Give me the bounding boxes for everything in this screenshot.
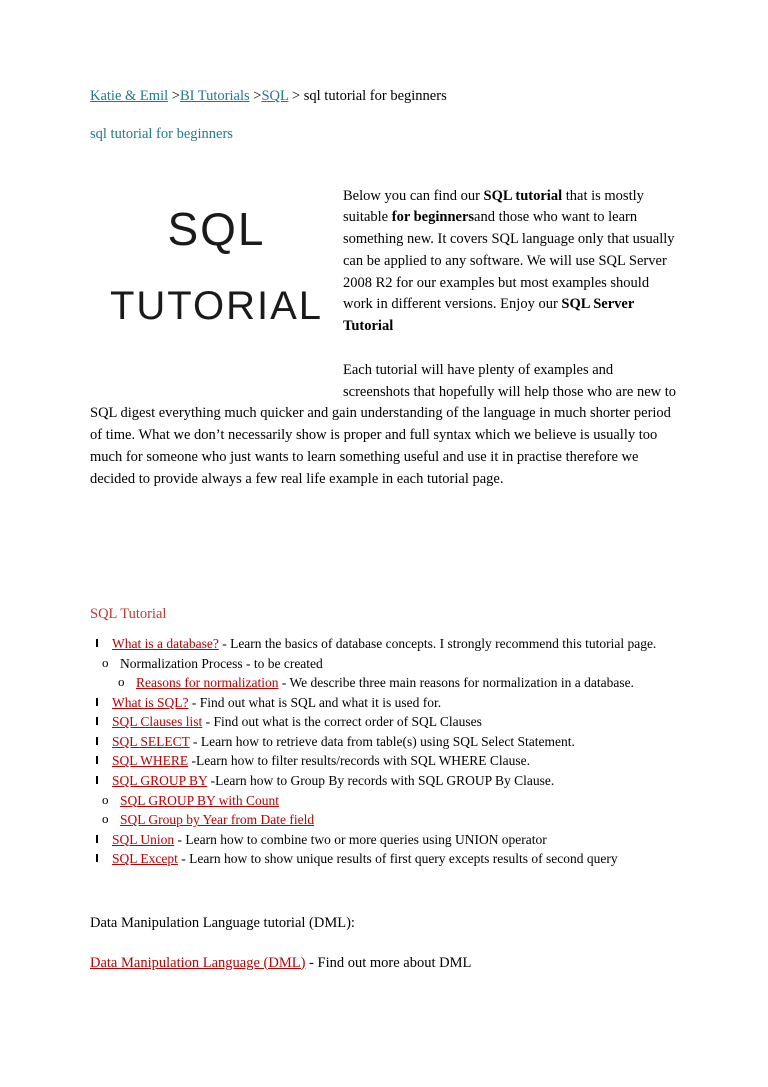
text-segment: SQL Server Tutorial bbox=[343, 296, 635, 334]
list-item bbox=[90, 673, 680, 693]
list-item-text: - Learn the basics of database concepts. I strongly recommend this tutorial page. bbox=[218, 636, 657, 651]
list-item bbox=[90, 634, 680, 654]
breadcrumb bbox=[90, 86, 680, 108]
list-item-text: - Find out what is SQL and what it is used for. bbox=[188, 694, 442, 710]
bullet-icon bbox=[94, 634, 112, 653]
list-item-body bbox=[112, 693, 680, 713]
bullet-icon bbox=[94, 712, 112, 731]
tutorial-link[interactable]: SQL Union bbox=[112, 831, 175, 847]
circle-bullet-icon: o bbox=[102, 811, 109, 827]
list-item-text: Normalization Process - to be created bbox=[120, 655, 323, 671]
text-segment: SQL tutorial bbox=[483, 187, 563, 204]
sql-tutorial-logo bbox=[90, 186, 343, 386]
list-item-text: - Learn how to show unique results of first query excepts results of second query bbox=[177, 851, 618, 867]
tutorial-link[interactable]: SQL Group by Year from Date field bbox=[120, 812, 315, 828]
bullet-icon bbox=[94, 751, 112, 770]
bullet-icon bbox=[94, 693, 112, 712]
breadcrumb-separator: > bbox=[168, 88, 180, 104]
logo-text-sql: SQL bbox=[167, 202, 266, 255]
list-item-body bbox=[120, 810, 680, 830]
list-item bbox=[90, 771, 680, 791]
breadcrumb-link-katie-emil[interactable]: Katie & Emil bbox=[90, 88, 169, 104]
list-item-body bbox=[112, 849, 680, 869]
list-item-body bbox=[112, 634, 680, 654]
list-item bbox=[90, 810, 680, 830]
circle-bullet-icon: o bbox=[102, 791, 109, 807]
text-segment: Below you can find our bbox=[343, 187, 484, 204]
list-item bbox=[90, 654, 680, 674]
list-item-text: - Learn how to retrieve data from table(s) using SQL Select Statement. bbox=[189, 733, 575, 749]
list-item-body bbox=[136, 673, 680, 693]
list-item-body bbox=[112, 732, 680, 752]
text-segment: - Find out more about DML bbox=[305, 954, 472, 971]
list-item-text: -Learn how to Group By records with SQL GROUP By Clause. bbox=[207, 772, 555, 788]
list-item-body bbox=[120, 791, 680, 811]
text-segment: Each tutorial will have plenty of examples and screenshots that hopefully will help those who are new to SQL digest everything much quicker and gain understanding of the language in much shorter period of time. What we don’t necessarily show is proper and full syntax which we believe is usually too much for someone who just wants to learn something useful and use it in practise therefore we decided to provide always a few real life example in each tutorial page. bbox=[90, 361, 677, 487]
circle-bullet-icon: o bbox=[102, 654, 109, 670]
text-segment: and those who want to learn something new. It covers SQL language only that usually can be applied to any software. We will use SQL Server 2008 R2 for our examples but most examples should work in different versions. Enjoy our bbox=[343, 209, 675, 313]
text-segment: for beginners bbox=[391, 209, 475, 226]
list-item bbox=[90, 712, 680, 732]
circle-bullet-icon: o bbox=[118, 674, 125, 690]
bullet-icon bbox=[94, 830, 112, 849]
tutorial-link[interactable]: SQL Clauses list bbox=[112, 714, 203, 730]
list-item bbox=[90, 791, 680, 811]
list-item-body bbox=[120, 654, 680, 674]
tutorial-link[interactable]: SQL GROUP BY bbox=[112, 772, 208, 788]
intro-section bbox=[90, 186, 680, 513]
breadcrumb-link-bi-tutorials[interactable]: BI Tutorials bbox=[179, 88, 250, 104]
breadcrumb-separator: > bbox=[249, 88, 262, 104]
document-content bbox=[90, 86, 680, 974]
tutorial-link[interactable]: SQL SELECT bbox=[112, 733, 190, 749]
dml-link-line bbox=[90, 953, 680, 975]
page-title: sql tutorial for beginners bbox=[90, 125, 233, 142]
tutorial-link[interactable]: SQL WHERE bbox=[112, 753, 189, 769]
section-heading-sql-tutorial: SQL Tutorial bbox=[90, 606, 167, 623]
breadcrumb-current: > sql tutorial for beginners bbox=[288, 88, 447, 104]
list-item bbox=[90, 732, 680, 752]
list-item-text: - Find out what is the correct order of SQL Clauses bbox=[202, 714, 482, 730]
list-item-body bbox=[112, 712, 680, 732]
list-item-body bbox=[112, 751, 680, 771]
tutorial-link[interactable]: SQL Except bbox=[112, 851, 178, 867]
list-item bbox=[90, 830, 680, 850]
dml-section-title: Data Manipulation Language tutorial (DML): bbox=[90, 914, 355, 931]
bullet-icon bbox=[94, 849, 112, 868]
list-item bbox=[90, 751, 680, 771]
list-item-text: - We describe three main reasons for normalization in a database. bbox=[278, 675, 634, 691]
breadcrumb-link-sql[interactable]: SQL bbox=[261, 88, 289, 104]
list-item-text: -Learn how to filter results/records with SQL WHERE Clause. bbox=[188, 753, 531, 769]
logo-text-tutorial: TUTORIAL bbox=[109, 283, 324, 328]
tutorial-list bbox=[90, 634, 680, 869]
tutorial-link[interactable]: What is SQL? bbox=[112, 694, 189, 710]
bullet-icon bbox=[94, 771, 112, 790]
tutorial-link[interactable]: SQL GROUP BY with Count bbox=[120, 792, 280, 808]
dml-link[interactable]: Data Manipulation Language (DML) bbox=[90, 954, 306, 971]
list-item bbox=[90, 849, 680, 869]
list-item-body bbox=[112, 771, 680, 791]
bullet-icon bbox=[94, 732, 112, 751]
list-item-body bbox=[112, 830, 680, 850]
list-item bbox=[90, 693, 680, 713]
tutorial-link[interactable]: Reasons for normalization bbox=[136, 675, 279, 691]
text-segment: that is mostly suitable bbox=[343, 187, 644, 226]
tutorial-link[interactable]: What is a database? bbox=[112, 636, 219, 651]
list-item-text: - Learn how to combine two or more queries using UNION operator bbox=[174, 831, 547, 847]
